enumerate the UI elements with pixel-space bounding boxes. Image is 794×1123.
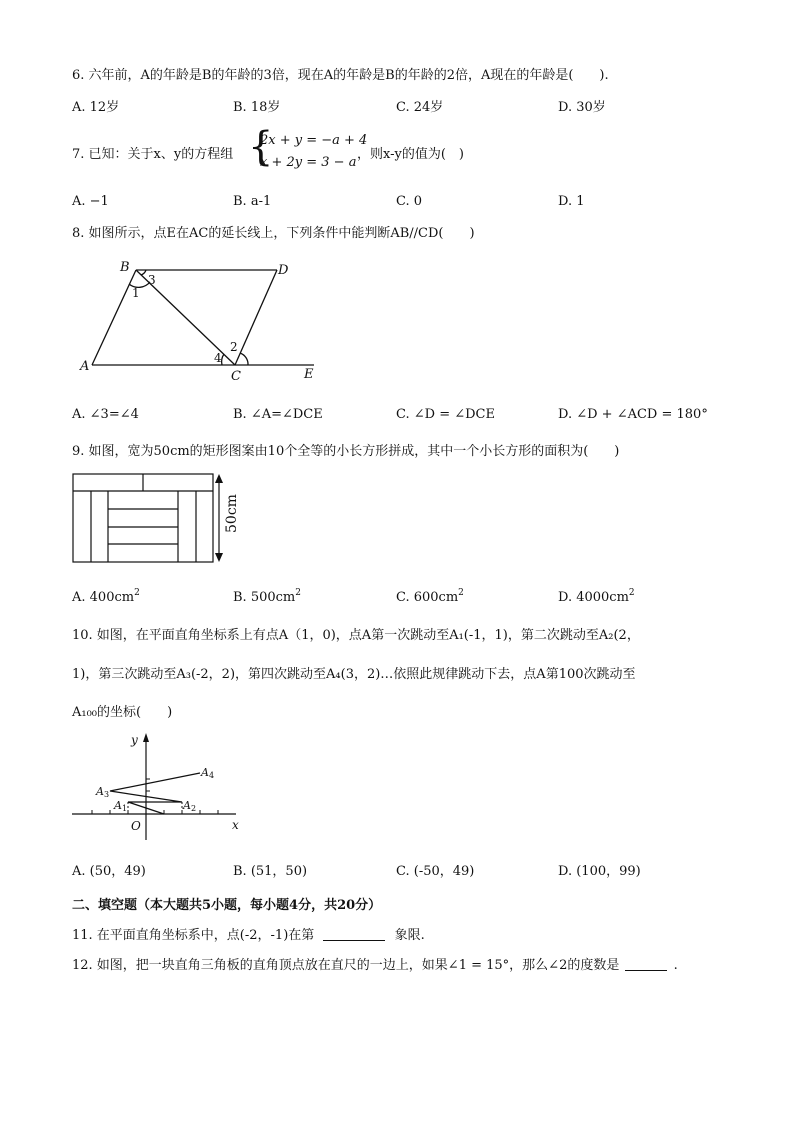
q6-option-a: A. 12岁 — [72, 100, 120, 115]
q8-option-c: C. ∠D = ∠DCE — [396, 407, 495, 422]
q6-option-c: C. 24岁 — [396, 100, 444, 115]
question-12-prefix: 12. 如图，把一块直角三角板的直角顶点放在直尺的一边上，如果∠1 = 15°，那么∠2的度数是 — [72, 958, 620, 973]
q9-option-c: C. $600cm^2$ — [396, 588, 464, 605]
question-7-prefix: 7. 已知：关于x、y的方程组 — [72, 147, 234, 162]
y-axis-arrow — [143, 733, 149, 742]
q7-option-c: C. 0 — [396, 194, 423, 209]
label-a1: A1 — [114, 799, 128, 813]
q10-option-c: C. (-50，49) — [396, 864, 475, 879]
label-y-axis: y — [131, 733, 138, 747]
question-8-text: 8. 如图所示，点E在AC的延长线上，下列条件中能判断AB//CD( ) — [72, 226, 475, 241]
q7-option-b: B. a-1 — [233, 194, 272, 209]
q8-option-d: D. ∠D + ∠ACD = 180° — [558, 407, 708, 422]
label-origin: O — [131, 819, 141, 833]
question-11 — [72, 928, 425, 944]
label-a2: A2 — [183, 799, 197, 813]
equation-1: 2x + y = −a + 4 — [260, 133, 368, 148]
question-9-text: 9. 如图，宽为50cm的矩形图案由10个全等的小长方形拼成，其中一个小长方形的面积为( ) — [72, 444, 620, 459]
label-angle-4: 4 — [214, 351, 222, 365]
q7-option-d: D. 1 — [558, 194, 585, 209]
label-angle-2: 2 — [230, 340, 238, 354]
question-11-suffix: 象限. — [394, 928, 425, 943]
question-10-line-2: 1)，第三次跳动至A₃(-2，2)，第四次跳动至A₄(3，2)…依照此规律跳动下去，点A第100次跳动至 — [72, 667, 636, 682]
label-angle-3: 3 — [148, 273, 156, 287]
q6-option-b: B. 18岁 — [233, 100, 281, 115]
question-12 — [72, 958, 678, 974]
question-11-prefix: 11. 在平面直角坐标系中，点(-2，-1)在第 — [72, 928, 315, 943]
q8-option-b: B. ∠A=∠DCE — [233, 407, 323, 422]
q9-option-a: A. $400cm^2$ — [72, 588, 140, 605]
question-12-suffix: . — [673, 958, 678, 973]
q9-option-b: B. $500cm^2$ — [233, 588, 301, 605]
answer-blank-11[interactable] — [323, 928, 385, 941]
q9-option-d: D. $4000cm^2$ — [558, 588, 635, 605]
label-e: E — [304, 367, 314, 382]
question-10-line-1: 10. 如图，在平面直角坐标系上有点A（1，0)，点A第一次跳动至A₁(-1，1)，第二次跳动至A₂(2， — [72, 628, 640, 643]
q10-option-a: A. (50，49) — [72, 864, 146, 879]
label-a4: A4 — [201, 766, 215, 780]
answer-blank-12[interactable] — [625, 958, 667, 971]
section-2-heading: 二、填空题（本大题共5小题，每小题4分，共20分） — [72, 898, 382, 913]
label-b: B — [120, 260, 130, 275]
label-d: D — [278, 263, 289, 278]
question-7-suffix: ，则x-y的值为( ) — [357, 147, 464, 162]
equation-2: x + 2y = 3 − a — [260, 155, 357, 170]
label-a: A — [80, 359, 90, 374]
dimension-label: 50cm — [224, 494, 240, 533]
q10-option-d: D. (100，99) — [558, 864, 641, 879]
q6-option-d: D. 30岁 — [558, 100, 606, 115]
q7-option-a: A. −1 — [72, 194, 109, 209]
question-10-line-3: A₁₀₀的坐标( ) — [72, 705, 173, 720]
question-6-text: 6. 六年前，A的年龄是B的年龄的3倍，现在A的年龄是B的年龄的2倍，A现在的年龄是( ). — [72, 68, 609, 83]
brace-symbol: { — [248, 124, 274, 170]
label-a3: A3 — [96, 785, 110, 799]
q10-option-b: B. (51，50) — [233, 864, 308, 879]
q8-option-a: A. ∠3=∠4 — [72, 407, 139, 422]
label-x-axis: x — [232, 818, 239, 832]
label-angle-1: 1 — [132, 286, 140, 300]
label-c: C — [231, 369, 241, 384]
